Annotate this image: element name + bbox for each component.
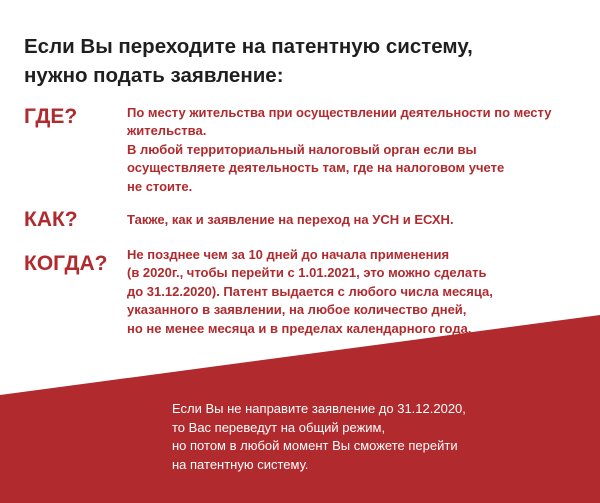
how-text-line: Также, как и заявление на переход на УСН и ЕСХН. bbox=[127, 212, 454, 227]
footer-note-line: на патентную систему. bbox=[172, 456, 309, 472]
page-title-line-1: Если Вы переходите на патентную систему, bbox=[24, 35, 473, 58]
how-label: КАК? bbox=[24, 208, 78, 231]
when-text-line: но не менее месяца и в пределах календарного года. bbox=[127, 320, 472, 336]
page-title-line-2: нужно подать заявление: bbox=[24, 64, 284, 87]
when-text-line: (в 2020г., чтобы перейти с 1.01.2021, это можно сделать bbox=[127, 265, 487, 281]
footer-note-line: Если Вы не направите заявление до 31.12.2020, bbox=[172, 401, 466, 416]
when-text-line: до 31.12.2020). Патент выдается с любого числа месяца, bbox=[127, 283, 493, 299]
footer-note-line: то Вас переведут на общий режим, bbox=[172, 419, 386, 435]
when-text bbox=[127, 246, 547, 338]
where-text-line: жительства. bbox=[127, 123, 207, 139]
footer-note bbox=[172, 400, 572, 474]
where-text-line: В любой территориальный налоговый орган если вы bbox=[127, 141, 477, 157]
page-title bbox=[24, 32, 584, 90]
where-label: ГДЕ? bbox=[24, 105, 78, 128]
where-text-line: По месту жительства при осуществлении деятельности по месту bbox=[127, 105, 552, 120]
when-text-line: указанного в заявлении, на любое количество дней, bbox=[127, 302, 467, 318]
where-text-line: осуществляете деятельность там, где на налоговом учете bbox=[127, 160, 505, 176]
where-text bbox=[127, 104, 552, 196]
when-text-line: Не позднее чем за 10 дней до начала применения bbox=[127, 247, 450, 262]
footer-note-line: но потом в любой момент Вы сможете перейти bbox=[172, 438, 458, 453]
where-text-line: не стоите. bbox=[127, 178, 193, 194]
how-text bbox=[127, 211, 547, 229]
when-label: КОГДА? bbox=[24, 252, 108, 275]
